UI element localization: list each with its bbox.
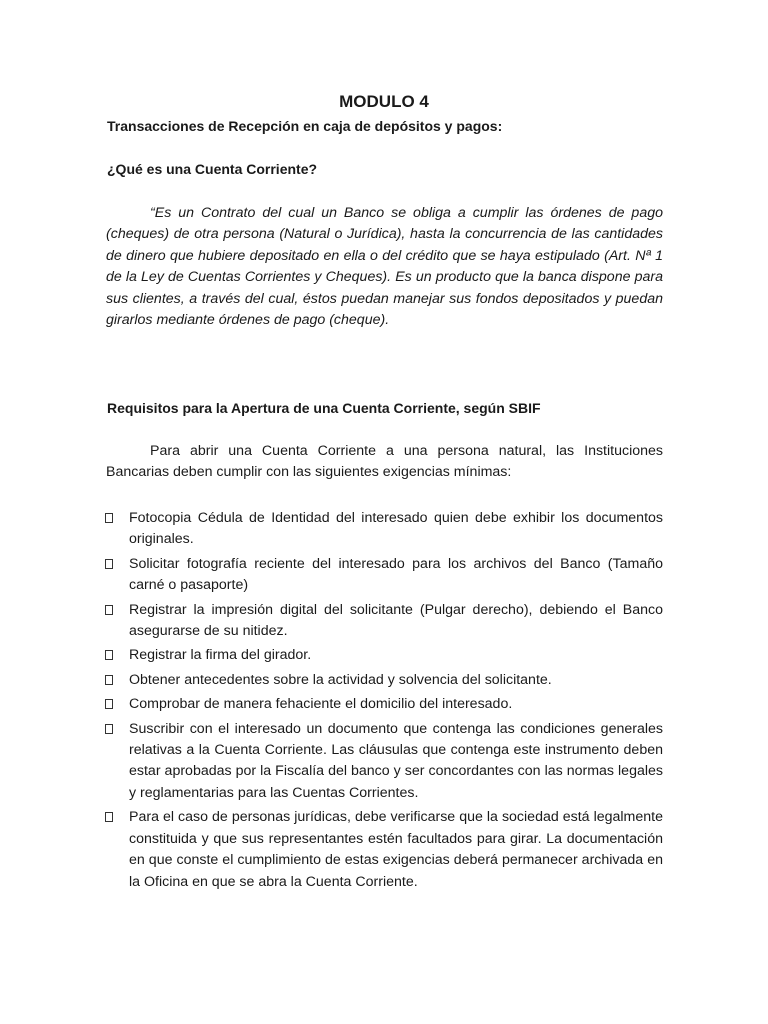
list-item	[105, 694, 663, 715]
bullet-box-icon	[105, 724, 113, 734]
list-item	[105, 670, 663, 691]
bullet-box-icon	[105, 650, 113, 660]
list-item-text: Obtener antecedentes sobre la actividad y solvencia del solicitante.	[129, 671, 552, 688]
definition-paragraph: “Es un Contrato del cual un Banco se obliga a cumplir las órdenes de pago (cheques) de otra persona (Natural o Jurídica), hasta la concurrencia de las cantidades de dinero que hubiere depositado en ella o del crédito que se haya estipulado (Art. Nª 1 de la Ley de Cuentas Corrientes y Cheques). Es un producto que la banca dispone para sus clientes, a través del cual, éstos puedan manejar sus fondos depositados y puedan girarlos mediante órdenes de pago (cheque).	[106, 205, 663, 329]
bullet-box-icon	[105, 605, 113, 615]
requirements-list	[105, 508, 663, 896]
bullet-box-icon	[105, 675, 113, 685]
list-item-text: Suscribir con el interesado un documento que contenga las condiciones generales relativas a la Cuenta Corriente. Las cláusulas que contenga este instrumento deben estar aprobadas por la Fiscalía del banco y ser concordantes con las normas legales y reglamentarias para las Cuentas Corrientes.	[129, 720, 663, 801]
section-subtitle: Transacciones de Recepción en caja de depósitos y pagos:	[107, 118, 503, 134]
list-item	[105, 508, 663, 551]
list-item-text: Fotocopia Cédula de Identidad del interesado quien debe exhibir los documentos originales.	[129, 510, 663, 548]
bullet-box-icon	[105, 812, 113, 822]
requirements-intro: Para abrir una Cuenta Corriente a una persona natural, las Instituciones Bancarias deben cumplir con las siguientes exigencias mínimas:	[106, 443, 663, 481]
question-heading: ¿Qué es una Cuenta Corriente?	[107, 161, 318, 177]
list-item-text: Registrar la firma del girador.	[129, 647, 312, 664]
list-item	[105, 807, 663, 893]
list-item-text: Comprobar de manera fehaciente el domicilio del interesado.	[129, 696, 513, 713]
bullet-box-icon	[105, 559, 113, 569]
bullet-box-icon	[105, 699, 113, 709]
page-title: MODULO 4	[339, 92, 429, 111]
list-item	[105, 645, 663, 666]
list-item-text: Registrar la impresión digital del solicitante (Pulgar derecho), debiendo el Banco asegurarse de su nitidez.	[129, 601, 663, 640]
list-item	[105, 600, 663, 643]
list-item	[105, 719, 663, 805]
bullet-box-icon	[105, 513, 113, 523]
list-item-text: Solicitar fotografía reciente del interesado para los archivos del Banco (Tamaño carné o pasaporte)	[129, 555, 663, 594]
list-item-text: Para el caso de personas jurídicas, debe verificarse que la sociedad está legalmente constituida y que sus representantes estén facultados para girar. La documentación en que conste el cumplimiento de estas exigencias deberá permanecer archivada en la Oficina en que se abra la Cuenta Corriente.	[129, 809, 663, 890]
list-item	[105, 554, 663, 597]
requirements-heading: Requisitos para la Apertura de una Cuenta Corriente, según SBIF	[107, 400, 541, 416]
